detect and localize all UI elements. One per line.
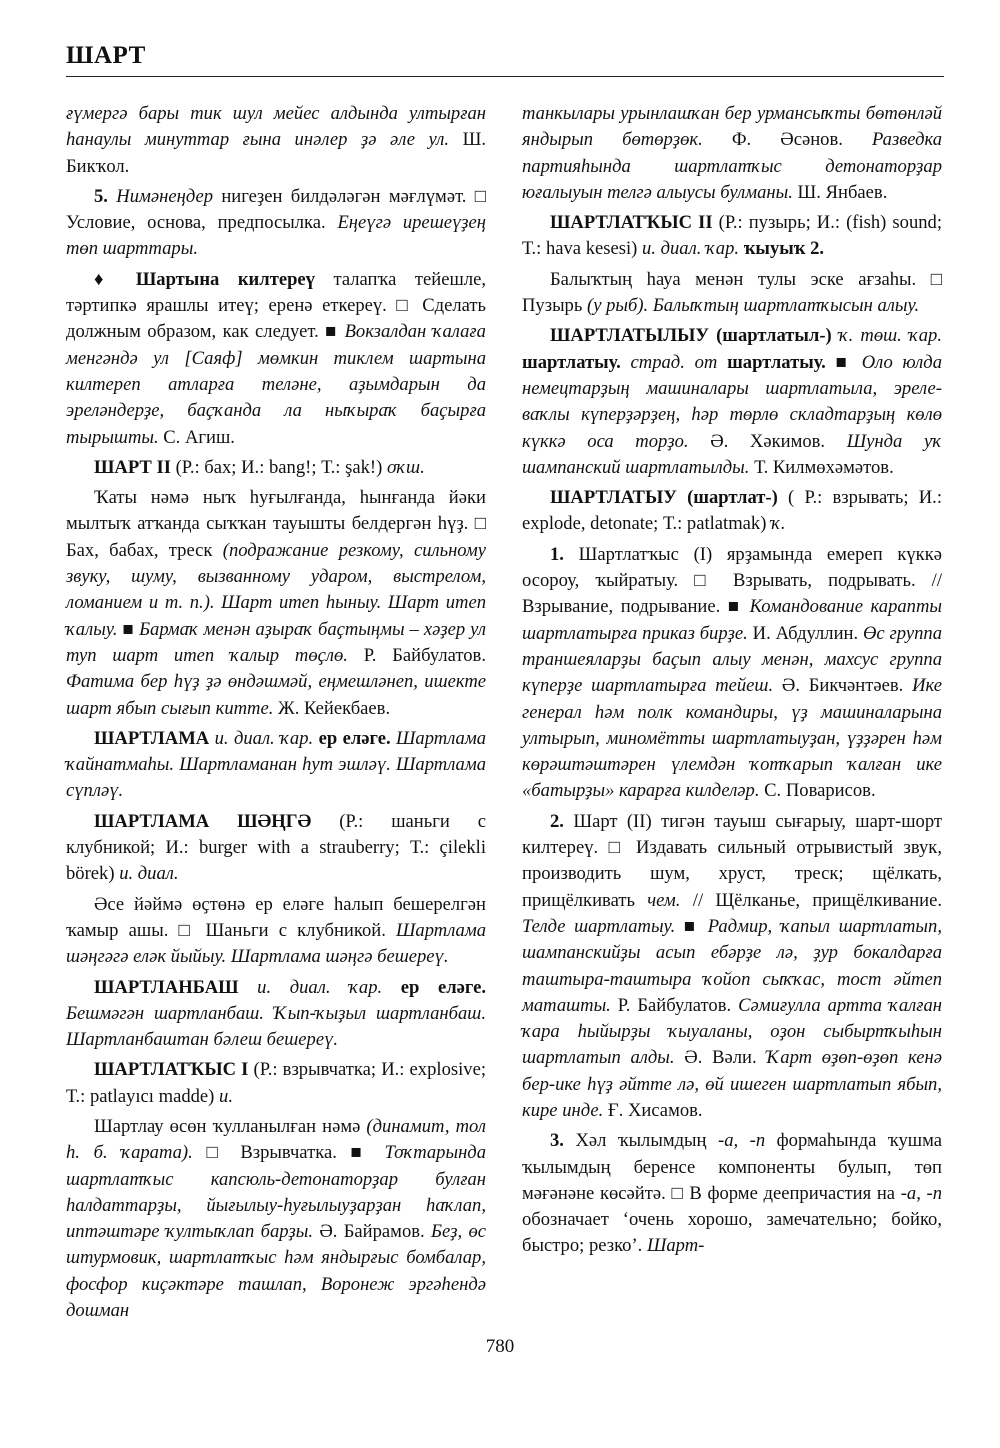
entry-text: Ә. Вәли.: [684, 1047, 767, 1069]
entry-headword: ШАРТЛАМА: [94, 727, 210, 749]
entry-headword: ШАРТ II: [94, 456, 171, 478]
entry-text: обозначает ‘очень хорошо, замечательно; бойко, быстро; резко’.: [522, 1209, 942, 1257]
dictionary-entry: [522, 323, 942, 481]
entry-text: Т. Килмөхәмәтов.: [754, 456, 894, 478]
dictionary-entry: [66, 1057, 486, 1110]
entry-text: Хәл ҡылымдың: [563, 1130, 718, 1152]
entry-italic-text: Бармаҡ менән аҙыраҡ баҫтыңмы – хәҙер ул туп шарт итеп ҡалыр төҫлө.: [66, 618, 486, 666]
entry-italic-text: страд. от: [620, 351, 728, 373]
dictionary-entry: [66, 267, 486, 451]
entry-text: Ә. Байрамов.: [319, 1221, 431, 1243]
entry-text: ■: [683, 915, 708, 937]
dictionary-entry: [66, 1114, 486, 1324]
entry-text: Ә. Хәкимов.: [710, 430, 847, 452]
entry-italic-text: танкылары урынлашҡан бер урмансыҡты бөтөнләй яндырып бөтөрҙөк.: [522, 103, 942, 151]
dictionary-entry: [66, 485, 486, 722]
entry-text: Ж. Кейекбаев.: [278, 697, 391, 719]
dictionary-entry: [522, 1128, 942, 1259]
dictionary-entry: [522, 267, 942, 320]
entry-text: // Щёлканье, прищёлкивание.: [680, 889, 942, 911]
entry-italic-text: и. диал. ҡар.: [238, 976, 401, 998]
entry-headword: шартлатыу.: [522, 351, 621, 373]
entry-headword: шартлатыу.: [727, 351, 826, 373]
entry-headword: 2.: [550, 810, 564, 832]
entry-italic-text: Оло юлда немецтарҙың машиналары шартлатыла, эреле-ваҡлы күперҙәрҙең, һәр төрлө складтарҙың көлө күккә оса торҙо.: [522, 351, 942, 452]
entry-headword: 1.: [550, 543, 564, 565]
entry-text: ■: [122, 618, 140, 640]
entry-italic-text: и. диал.: [119, 863, 179, 885]
entry-text: талапҡа тейешле, тәртипкә ярашлы итеү; еренә еткереү. □ Сделать должным образом, как следует. ■: [66, 268, 486, 343]
dictionary-entry: [66, 184, 486, 263]
entry-italic-text: Командование карапты шартлатырға приказ бирҙе.: [522, 596, 942, 644]
entry-italic-text: Шартлама шәңгәгә еләк йыйыу. Шартлама шәңгә бешереү.: [66, 919, 486, 968]
entry-italic-text: оҡш.: [386, 456, 425, 478]
entry-italic-text: Ҡарт өҙөп-өҙөп кенә бер-ике һүҙ әйтте лә, өй ишеген шартлатып ябып, кире инде.: [522, 1047, 942, 1121]
entry-italic-text: (подражание резкому, сильному звуку, шуму, вызванному ударом, выстрелом, ломанием и т. п.). Шарт итеп һыныу. Шарт итеп ҡалыу.: [66, 539, 486, 640]
entry-text: Балыҡтың һауа менән тулы эске ағзаһы. □ Пузырь: [522, 268, 942, 317]
entry-headword: ер еләге.: [400, 976, 487, 998]
entry-text: (Р.: бах; И.: bang!; Т.: şak!): [170, 456, 387, 478]
dictionary-entry: [66, 809, 486, 888]
running-head: ШАРТ: [66, 42, 146, 69]
entry-italic-text: Шарт-: [646, 1235, 705, 1257]
dictionary-entry: [66, 455, 486, 481]
dictionary-entry: [522, 542, 942, 805]
entry-italic-text: (динамит, тол һ. б. ҡарата).: [66, 1115, 486, 1164]
entry-italic-text: Бешмәгән шартланбаш. Ҡып-ҡыҙыл шартланбаш. Шартланбаштан бәлеш бешереү.: [66, 1002, 486, 1051]
entry-italic-text: ҡ. төш. ҡар.: [831, 325, 942, 347]
entry-headword: ШАРТЛАНБАШ: [94, 976, 239, 998]
entry-text: Шартлатҡыс (I) ярҙамында емереп күккә осороу, ҡыйратыу. □ Взрывать, подрывать. // Взрывание, подрывание. ■: [522, 543, 942, 618]
entry-text: формаһында ҡушма ҡылымдың беренсе компоненты булып, төп мәғәнәне көсәйтә. □ В форме деепричастия на: [522, 1130, 942, 1204]
entry-italic-text: Телде шартлатыу.: [522, 915, 684, 937]
entry-italic-text: и.: [219, 1085, 233, 1107]
entry-text: Шарт (II) тигән тауыш сығарыу, шарт-шорт килтереү. □ Издавать сильный отрывистый звук, производить шум, хруст, треск; щёлкать, прищёлкивать: [522, 810, 942, 911]
entry-italic-text: Еңеүгә ирешеүҙең төп шарттары.: [66, 212, 487, 260]
entry-text: ( Р.: взрывать; И.: explode, detonate; Т.: patlatmak): [522, 487, 942, 535]
entry-text: Р. Байбулатов.: [363, 644, 486, 666]
entry-text: □ Взрывчатка. ■: [206, 1142, 385, 1164]
entry-text: Р. Байбулатов.: [617, 994, 739, 1016]
entry-headword: 5.: [94, 185, 117, 207]
entry-headword: ер еләге.: [318, 727, 391, 749]
entry-text: Әсе йәймә өҫтөнә ер еләге һалып бешерелгән ҡамыр ашы. □ Шаньги с клубникой.: [66, 893, 486, 941]
page-number: 780: [485, 1336, 515, 1357]
entry-headword: ШАРТЛАТҠЫС I: [94, 1059, 249, 1081]
entry-text: Ш. Янбаев.: [797, 181, 888, 203]
entry-text: С. Поварисов.: [764, 780, 876, 802]
entry-italic-text: -а, -п: [900, 1182, 942, 1204]
entry-text: Ҡаты нәмә ныҡ һуғылғанда, һынғанда йәки мылтыҡ атҡанда сыҡҡан тауышты белдергән һүҙ. □ Бах, бабах, треск: [66, 487, 486, 561]
entry-headword: ШАРТЛАТЫУ (шартлат-): [550, 487, 778, 509]
entry-text: Ә. Бикчәнтәев.: [781, 675, 913, 697]
entry-italic-text: Шунда уҡ шампанский шартлатылды.: [522, 430, 942, 478]
header-rule: [66, 76, 944, 77]
entry-text: Ғ. Хисамов.: [607, 1099, 703, 1121]
entry-italic-text: Разведка партияһында шартлатҡыс детонаторҙар юғалыуын телгә алыусы булманы.: [522, 129, 943, 203]
entry-italic-text: и. диал. ҡар.: [642, 238, 744, 260]
dictionary-entry: [522, 101, 942, 206]
entry-text: (Р.: пузырь; И.: (fish) sound; Т.: hava kesesi): [522, 212, 942, 260]
entry-text: (Р.: взрывчатка; И.: explosive; Т.: patlayıcı madde): [66, 1059, 486, 1107]
entry-text: С. Агиш.: [163, 426, 235, 448]
entry-text: Шартлау өсөн ҡулланылған нәмә: [94, 1115, 367, 1137]
entry-italic-text: и. диал. ҡар.: [209, 727, 319, 749]
entry-italic-text: чем.: [647, 889, 681, 911]
entry-headword: ҡыуыҡ 2.: [743, 238, 825, 260]
entry-headword: ШАРТЛАМА ШӘҢГӘ: [94, 810, 312, 832]
entry-text: ■: [825, 351, 862, 373]
entry-text: (Р.: шаньги с клубникой; И.: burger with a strauberry; Т.: çilekli börek): [66, 810, 486, 885]
entry-italic-text: (у рыб). Балыҡтың шартлатҡысын алыу.: [587, 295, 920, 317]
entry-italic-text: Ике генерал һәм полк командиры, үҙ машиналарына ултырып, миномётты шартлатыуҙан, үҙҙәрен һәм көрәштәштәрен үлемдән ҡотҡарып ҡалған ике «батырҙы» карарға килделәр.: [522, 675, 942, 802]
entry-italic-text: Радмир, ҡапыл шартлатып, шампанскийҙы асып ебәрҙе лә, ҙур бокалдарға таштыра-таштыра ҡойоп сыҡҡас, тост әйтеп маташты.: [522, 915, 942, 1016]
entry-italic-text: Фатима бер һүҙ ҙә өндәшмәй, еңмешләнеп, ишекте шарт ябып сығып китте.: [66, 671, 486, 719]
entry-text: И. Абдуллин.: [752, 622, 863, 644]
dictionary-entry: [66, 726, 486, 805]
dictionary-entry: [522, 210, 942, 263]
entry-italic-text: Тоҡтарында шартлатҡыс капсюль-детонаторҙар булған һалдаттарҙы, йығылыу-һуғылыуҙарҙан һаҡлап, иптәштәре ҡултыҡлап барҙы.: [66, 1142, 486, 1243]
entry-headword: ШАРТЛАТҠЫС II: [550, 212, 713, 234]
entry-italic-text: Шартлама ҡайнатмаһы. Шартламанан һут эшләү. Шартлама сүпләү.: [66, 727, 487, 802]
entry-text: Ф. Әсәнов.: [731, 129, 873, 151]
dictionary-entry: [66, 101, 486, 180]
entry-italic-text: Нимәнеңдер: [116, 185, 214, 207]
entry-headword: ШАРТЛАТЫЛЫУ (шартлатыл-): [550, 325, 832, 347]
dictionary-entry: [522, 485, 942, 538]
entry-italic-text: -а, -п: [718, 1130, 766, 1152]
dictionary-entry: [66, 892, 486, 971]
entry-italic-text: Сәмиғулла арттa ҡалған ҡара һыйырҙы ҡыуаланы, оҙон сыбыртҡыһын шартлатып алды.: [522, 994, 943, 1069]
entry-text: Ш. Бикҡол.: [66, 129, 486, 177]
dictionary-entry: [522, 809, 942, 1125]
entry-italic-text: ҡ.: [771, 513, 786, 535]
entry-headword: 3.: [550, 1130, 564, 1152]
entry-italic-text: Вокзалдан ҡалаға менгәндә ул [Саяф] мөмкин тиклем шартына килтереп атларға теләне, аҙымдарын да эреләндерҙе, баҫҡанда ла ныҡыраҡ баҫырға тырышты.: [66, 321, 486, 448]
entry-italic-text: Беҙ, өс штурмовик, шартлатҡыс һәм яндырғыс бомбалар, фосфор киҫәктәре ташлап, Воронеж эргәһендә дошман: [66, 1221, 486, 1322]
left-column: [66, 101, 486, 1328]
entry-headword: ♦ Шартына килтереү: [94, 268, 315, 290]
right-column: [522, 101, 942, 1264]
entry-italic-text: Өс группа траншеяларҙы баҫып алыу менән, махсус группа күперҙе шартлатырға тейеш.: [522, 622, 942, 697]
entry-italic-text: ғүмергә бары тик шул мейес алдында ултырған һанаулы минуттар ғына инәлер ҙә әле ул.: [66, 103, 486, 151]
entry-text: нигеҙен билдәләгән мәғлүмәт. □ Условие, основа, предпосылка.: [66, 185, 487, 234]
dictionary-entry: [66, 975, 486, 1054]
